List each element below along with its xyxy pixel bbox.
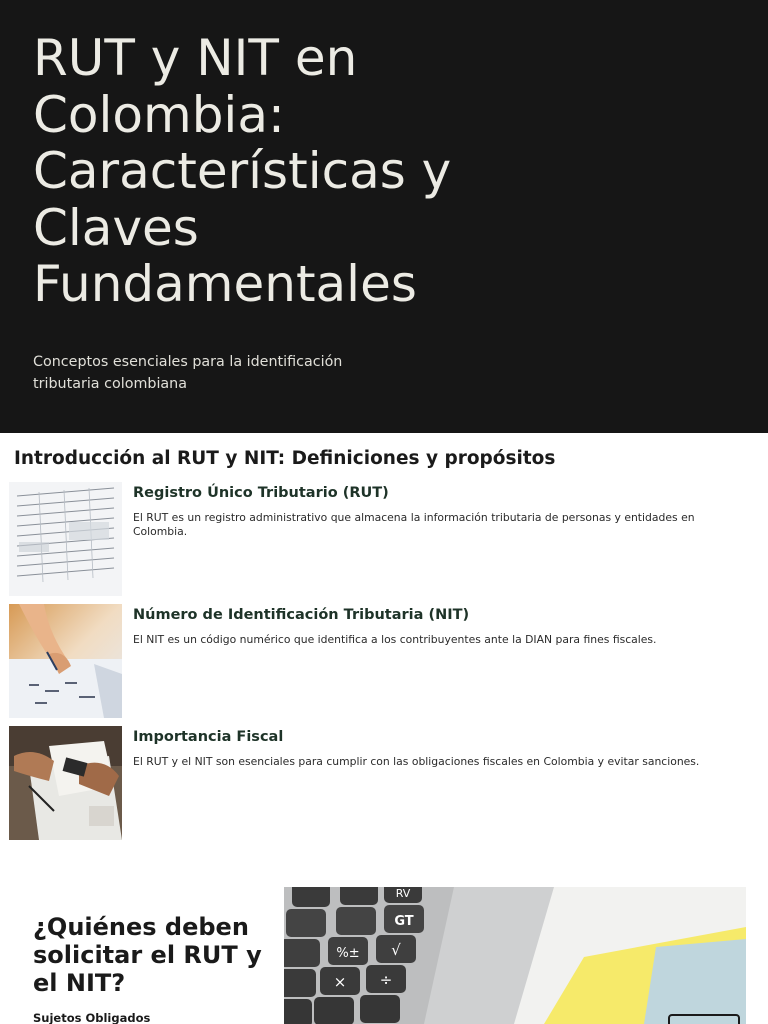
card-text: El NIT es un código numérico que identifica a los contribuyentes ante la DIAN para fines fiscales. [133, 633, 657, 646]
calculating-hands-image [9, 726, 122, 840]
card-rut [9, 482, 759, 596]
card-text: El RUT es un registro administrativo que almacena la información tributaria de personas y entidades en Colombia. [133, 511, 695, 538]
card-title: Registro Único Tributario (RUT) [133, 485, 389, 501]
key-sqrt: √ [391, 941, 401, 959]
intro-section-title: Introducción al RUT y NIT: Definiciones y propósitos [14, 448, 556, 469]
hero-title: RUT y NIT en Colombia: Características y Claves Fundamentales [33, 29, 452, 313]
calculator-image [284, 887, 746, 1024]
hero-section [0, 0, 768, 433]
card-title: Número de Identificación Tributaria (NIT) [133, 607, 470, 623]
who-subtitle: Sujetos Obligados [33, 1011, 151, 1024]
hero-subtitle: Conceptos esenciales para la identificación tributaria colombiana [33, 354, 343, 392]
who-section-title: ¿Quiénes deben solicitar el RUT y el NIT? [33, 913, 262, 997]
card-text: El RUT y el NIT son esenciales para cumplir con las obligaciones fiscales en Colombia y evitar sanciones. [133, 755, 700, 768]
key-divide: ÷ [379, 971, 393, 989]
writing-hand-image [9, 604, 122, 718]
key-rv: RV [395, 887, 411, 900]
card-importancia [9, 726, 759, 840]
key-percent: %± [336, 946, 360, 961]
tax-form-image [9, 482, 122, 596]
key-multiply: × [333, 973, 347, 991]
card-title: Importancia Fiscal [133, 729, 284, 745]
key-gt: GT [394, 914, 414, 929]
card-nit [9, 604, 759, 718]
